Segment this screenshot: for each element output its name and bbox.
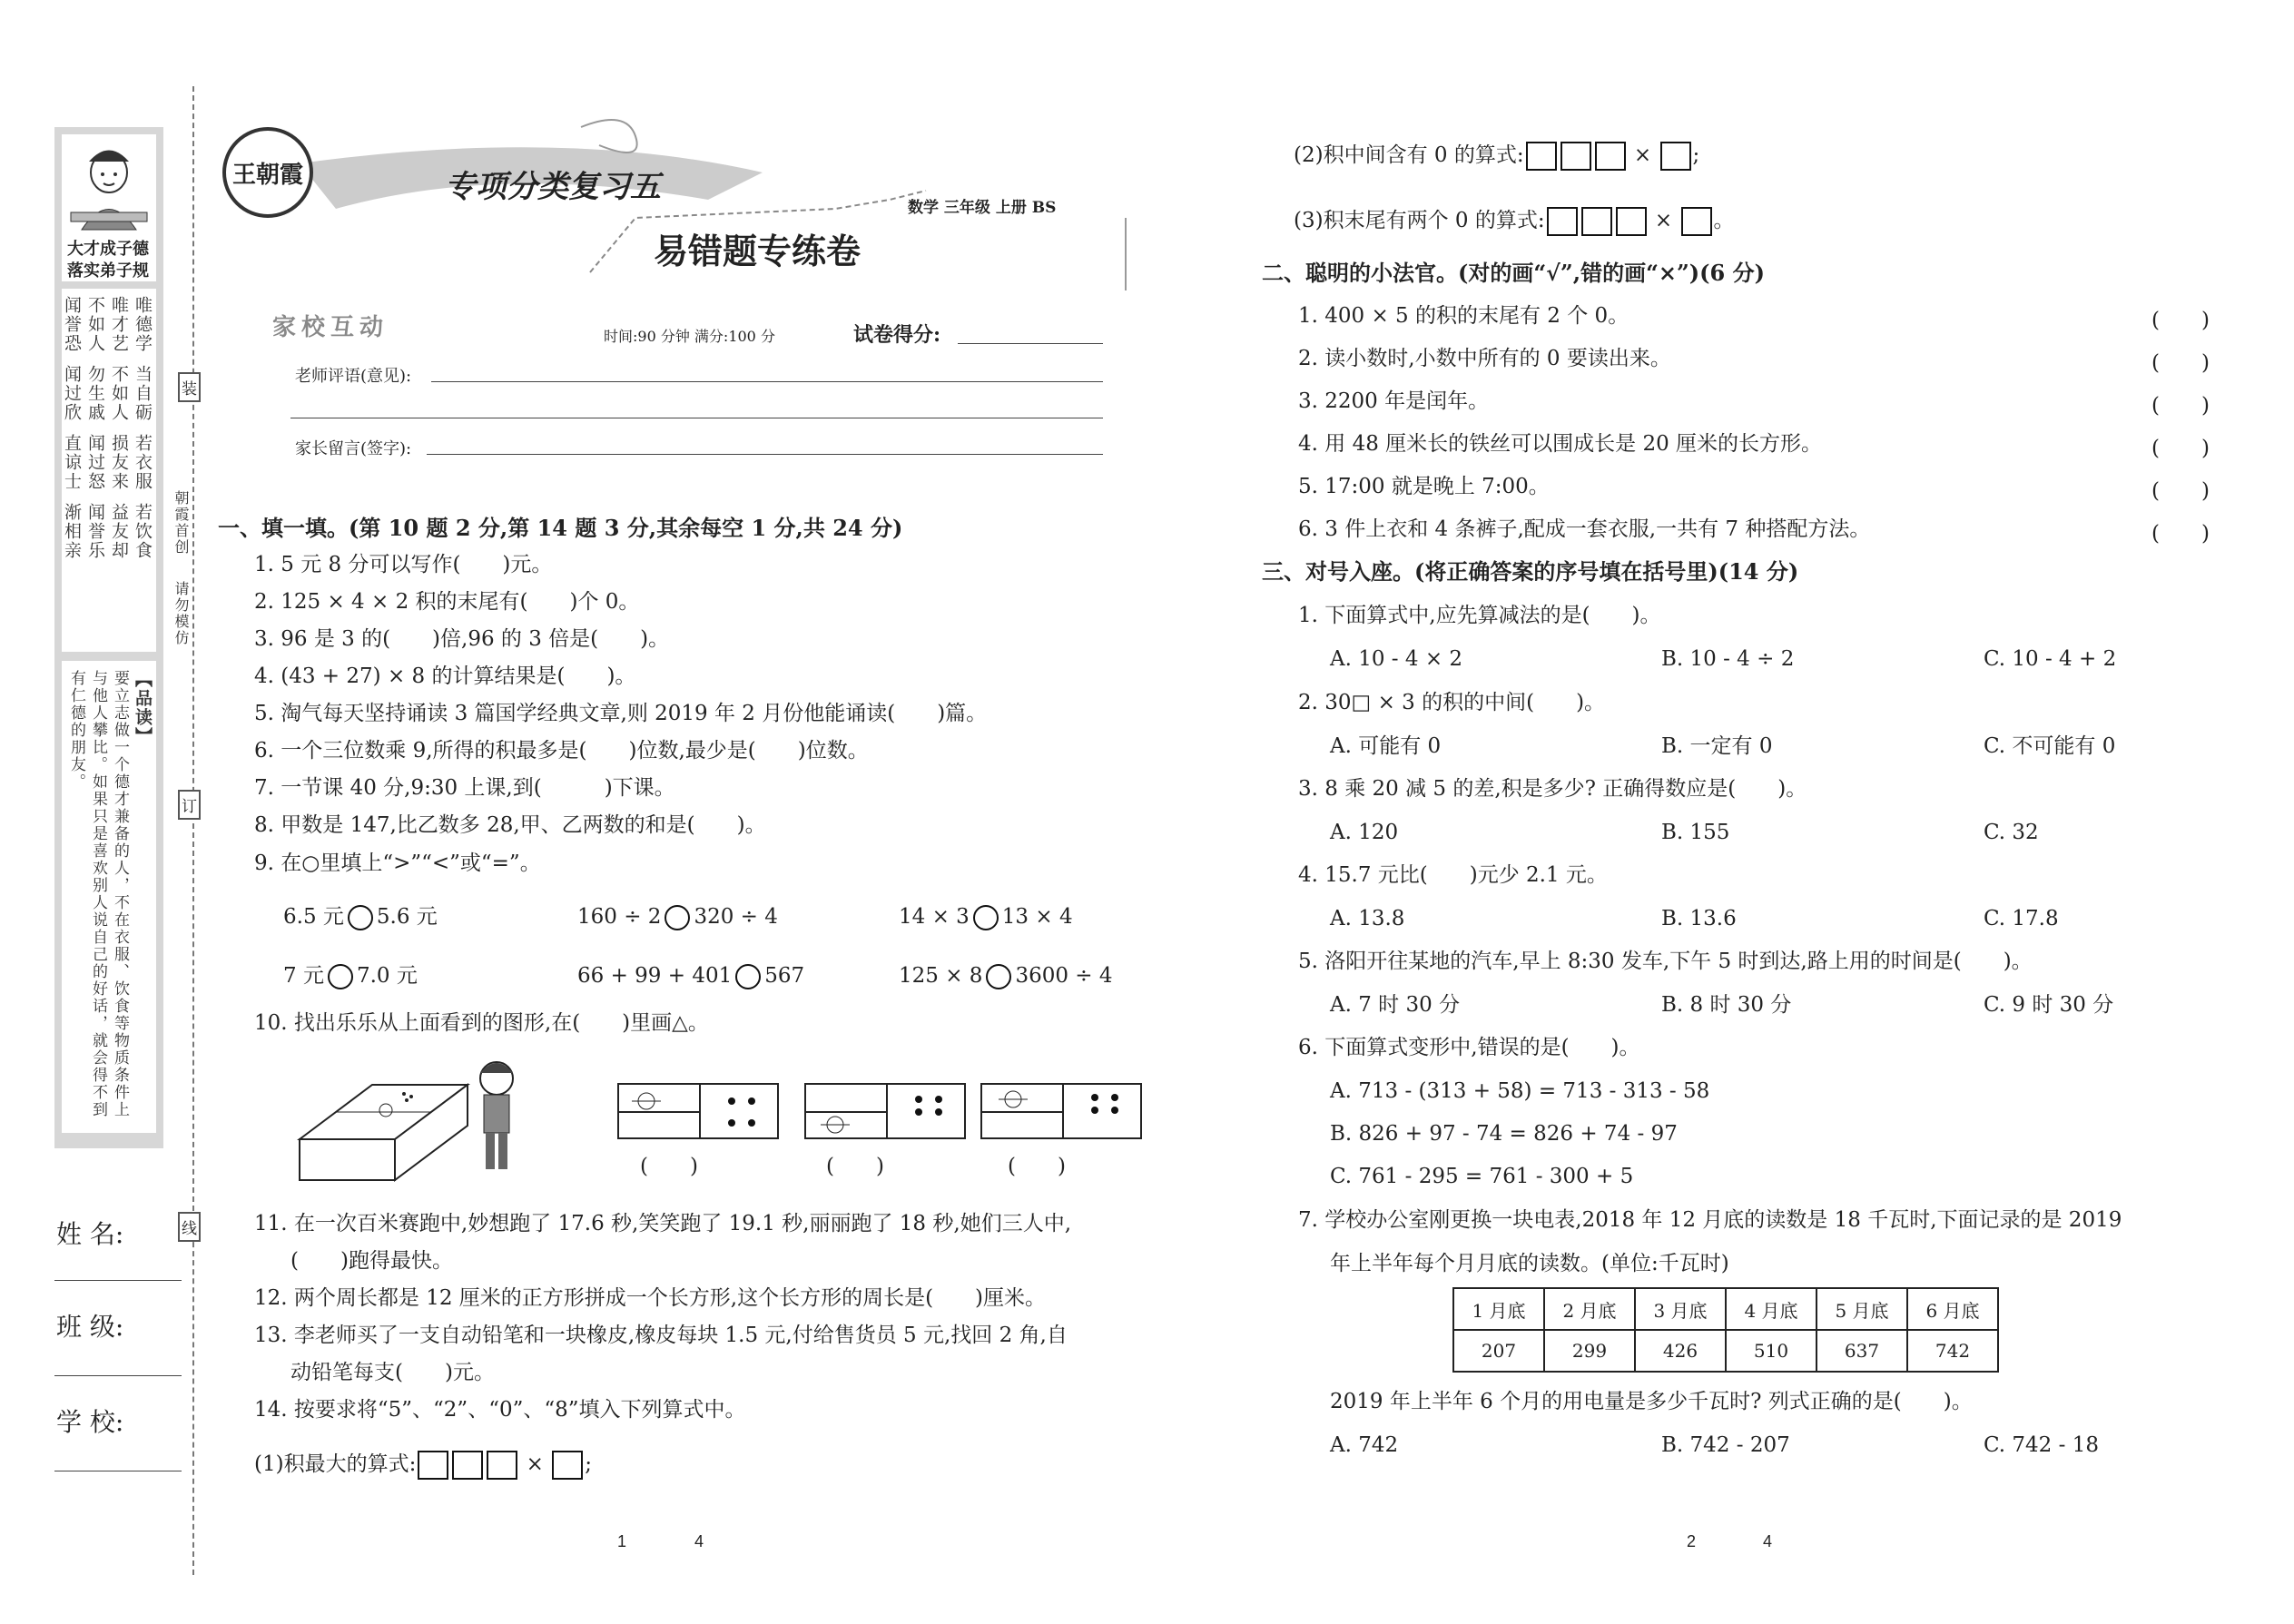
poem-col: 益友却 bbox=[109, 503, 129, 560]
poem-box bbox=[62, 289, 156, 652]
poem-col: 唯德学 bbox=[133, 296, 153, 353]
choice-question-2: 2. 30□ × 3 的积的中间( )。 bbox=[1298, 691, 1606, 714]
table-header-cell: 5 月底 bbox=[1816, 1288, 1907, 1330]
class-field[interactable] bbox=[54, 1375, 182, 1376]
question-1-13-cont: 动铅笔每支( )元。 bbox=[290, 1361, 495, 1384]
punctuation: ; bbox=[1692, 143, 1700, 167]
digit-box[interactable] bbox=[487, 1451, 517, 1480]
table-cell: 637 bbox=[1816, 1330, 1907, 1372]
answer-paren[interactable]: ( ) bbox=[2151, 479, 2210, 503]
table-cell: 426 bbox=[1635, 1330, 1726, 1372]
option-a[interactable]: A. 713 - (313 + 58) = 713 - 313 - 58 bbox=[1330, 1079, 1710, 1103]
answer-paren[interactable]: ( ) bbox=[640, 1155, 698, 1178]
digit-box[interactable] bbox=[552, 1451, 583, 1480]
compare-left: 66 + 99 + 401 bbox=[577, 964, 733, 988]
mascot-box bbox=[62, 134, 156, 281]
compare-right: 13 × 4 bbox=[1001, 905, 1073, 929]
score-field[interactable] bbox=[958, 343, 1103, 344]
option-c[interactable]: C. 10 - 4 + 2 bbox=[1984, 647, 2117, 671]
judge-item: 1. 400 × 5 的积的末尾有 2 个 0。 bbox=[1298, 304, 1629, 328]
brand-logo bbox=[222, 127, 313, 218]
compare-right: 3600 ÷ 4 bbox=[1015, 964, 1113, 988]
poem-col: 若衣服 bbox=[133, 434, 153, 491]
question-1-8: 8. 甲数是 147,比乙数多 28,甲、乙两数的和是( )。 bbox=[254, 813, 766, 837]
compare-circle[interactable] bbox=[665, 905, 690, 930]
digit-box[interactable] bbox=[418, 1451, 448, 1480]
compare-right: 5.6 元 bbox=[376, 905, 438, 929]
option-a[interactable]: A. 7 时 30 分 bbox=[1330, 993, 1461, 1017]
table-header-row bbox=[1453, 1288, 1998, 1330]
class-label: 班 级: bbox=[56, 1312, 124, 1342]
option-c[interactable]: C. 742 - 18 bbox=[1984, 1433, 2099, 1457]
compare-item bbox=[899, 963, 1113, 989]
digit-box[interactable] bbox=[1681, 207, 1712, 236]
view-option-b bbox=[804, 1083, 966, 1139]
option-c[interactable]: C. 不可能有 0 bbox=[1984, 734, 2116, 758]
cut-mark: 订 bbox=[178, 790, 201, 820]
choice-question-7: 7. 学校办公室刚更换一块电表,2018 年 12 月底的读数是 18 千瓦时,下面记录的是 2019 bbox=[1298, 1208, 2122, 1232]
answer-paren[interactable]: ( ) bbox=[2151, 309, 2210, 332]
digit-box[interactable] bbox=[1616, 207, 1647, 236]
section2-title: 二、聪明的小法官。(对的画“√”,错的画“×”)(6 分) bbox=[1262, 260, 1765, 286]
meter-reading-table bbox=[1452, 1287, 1999, 1373]
poem-col: 若饮食 bbox=[133, 503, 153, 560]
choice-question-7-ask: 2019 年上半年 6 个月的用电量是多少千瓦时? 列式正确的是( )。 bbox=[1330, 1390, 1973, 1413]
digit-box[interactable] bbox=[1547, 207, 1578, 236]
option-b[interactable]: B. 742 - 207 bbox=[1661, 1433, 1790, 1457]
table-header-cell: 6 月底 bbox=[1907, 1288, 1998, 1330]
digit-box[interactable] bbox=[1660, 142, 1691, 171]
view-option-a bbox=[617, 1083, 779, 1139]
option-b[interactable]: B. 155 bbox=[1661, 821, 1730, 844]
question-1-14: 14. 按要求将“5”、“2”、“0”、“8”填入下列算式中。 bbox=[254, 1398, 746, 1422]
series-title: 专项分类复习五 bbox=[445, 169, 661, 205]
choice-question-4: 4. 15.7 元比( )元少 2.1 元。 bbox=[1298, 863, 1608, 887]
poem-col: 勿生戚 bbox=[85, 365, 105, 422]
question-1-11-cont: ( )跑得最快。 bbox=[290, 1249, 453, 1273]
teacher-comment-label: 老师评语(意见): bbox=[295, 367, 412, 386]
question-1-14-3 bbox=[1294, 207, 1735, 236]
compare-right: 7.0 元 bbox=[356, 964, 418, 988]
option-c[interactable]: C. 761 - 295 = 761 - 300 + 5 bbox=[1330, 1165, 1634, 1188]
compare-right: 567 bbox=[764, 964, 805, 988]
home-school-badge: 家校互动 bbox=[272, 314, 389, 341]
reading-text: 要立志做一个德才兼备的人，不在衣服、饮食等物质条件上与他人攀比。如果只是喜欢别人说自己的好话，就会得不到有仁德的朋友。 bbox=[67, 670, 129, 1118]
table-cell: 742 bbox=[1907, 1330, 1998, 1372]
compare-left: 160 ÷ 2 bbox=[577, 905, 662, 929]
answer-paren[interactable]: ( ) bbox=[2151, 522, 2210, 546]
sidebar-panel bbox=[54, 127, 163, 1148]
poem-col: 闻誉恐 bbox=[62, 296, 82, 353]
option-b[interactable]: B. 一定有 0 bbox=[1661, 734, 1773, 758]
box-and-boy-illustration bbox=[295, 1053, 558, 1189]
answer-paren[interactable]: ( ) bbox=[826, 1155, 884, 1178]
question-1-14-1 bbox=[254, 1451, 592, 1480]
page-number: 2 bbox=[1687, 1532, 1697, 1550]
poem-col: 唯才艺 bbox=[109, 296, 129, 353]
compare-item bbox=[577, 963, 804, 989]
compare-item bbox=[899, 904, 1073, 930]
sub-label: (2)积中间含有 0 的算式: bbox=[1294, 143, 1524, 167]
table-header-cell: 3 月底 bbox=[1635, 1288, 1726, 1330]
cut-mark: 线 bbox=[178, 1212, 201, 1242]
option-a[interactable]: A. 10 - 4 × 2 bbox=[1330, 647, 1463, 671]
section1-title: 一、填一填。(第 10 题 2 分,第 14 题 3 分,其余每空 1 分,共 24 分) bbox=[218, 515, 903, 541]
compare-left: 125 × 8 bbox=[899, 964, 983, 988]
choice-question-3: 3. 8 乘 20 减 5 的差,积是多少? 正确得数应是( )。 bbox=[1298, 777, 1807, 801]
motto-line-1: 大才成子德 bbox=[67, 240, 149, 259]
judge-item: 5. 17:00 就是晚上 7:00。 bbox=[1298, 475, 1550, 498]
digit-box[interactable] bbox=[1561, 142, 1591, 171]
page-number: 4 bbox=[694, 1532, 704, 1550]
scholar-mascot-icon bbox=[62, 134, 156, 234]
digit-box[interactable] bbox=[1581, 207, 1612, 236]
digit-box[interactable] bbox=[1595, 142, 1626, 171]
digit-box[interactable] bbox=[1526, 142, 1557, 171]
question-1-1: 1. 5 元 8 分可以写作( )元。 bbox=[254, 553, 553, 576]
cut-mark: 装 bbox=[178, 372, 201, 402]
option-a[interactable]: A. 120 bbox=[1330, 821, 1399, 844]
answer-paren[interactable]: ( ) bbox=[2151, 351, 2210, 375]
compare-left: 14 × 3 bbox=[899, 905, 970, 929]
times-sign: × bbox=[526, 1452, 544, 1476]
section3-title: 三、对号入座。(将正确答案的序号填在括号里)(14 分) bbox=[1262, 558, 1799, 585]
poem-col: 不如人 bbox=[85, 296, 105, 353]
teacher-comment-field[interactable] bbox=[431, 381, 1103, 382]
subject-info: 数学 三年级 上册 BS bbox=[908, 199, 1057, 217]
answer-paren[interactable]: ( ) bbox=[1008, 1155, 1066, 1178]
table-header-cell: 2 月底 bbox=[1544, 1288, 1635, 1330]
option-b[interactable]: B. 826 + 97 - 74 = 826 + 74 - 97 bbox=[1330, 1122, 1678, 1146]
punctuation: ; bbox=[585, 1452, 592, 1476]
table-cell: 207 bbox=[1453, 1330, 1544, 1372]
choice-question-1: 1. 下面算式中,应先算减法的是( )。 bbox=[1298, 604, 1661, 627]
school-label: 学 校: bbox=[56, 1407, 124, 1437]
question-1-14-2 bbox=[1294, 142, 1699, 171]
name-field[interactable] bbox=[54, 1280, 182, 1281]
compare-item bbox=[283, 963, 418, 989]
option-c[interactable]: C. 9 时 30 分 bbox=[1984, 993, 2114, 1017]
question-1-11: 11. 在一次百米赛跑中,妙想跑了 17.6 秒,笑笑跑了 19.1 秒,丽丽跑了 18 秒,她们三人中, bbox=[254, 1212, 1071, 1235]
circle-line-icon bbox=[619, 1085, 699, 1137]
times-sign: × bbox=[1654, 209, 1673, 232]
option-b[interactable]: B. 10 - 4 ÷ 2 bbox=[1661, 647, 1795, 671]
judge-item: 3. 2200 年是闰年。 bbox=[1298, 389, 1490, 413]
option-a[interactable]: A. 742 bbox=[1330, 1433, 1399, 1457]
poem-col: 闻誉乐 bbox=[85, 503, 105, 560]
table-cell: 299 bbox=[1544, 1330, 1635, 1372]
sub-label: (3)积末尾有两个 0 的算式: bbox=[1294, 209, 1545, 232]
compare-item bbox=[283, 904, 438, 930]
times-sign: × bbox=[1633, 143, 1652, 167]
reading-box bbox=[62, 661, 156, 1133]
score-label: 试卷得分: bbox=[853, 323, 941, 347]
name-label: 姓 名: bbox=[56, 1219, 124, 1249]
punctuation: 。 bbox=[1713, 209, 1735, 232]
compare-circle[interactable] bbox=[973, 905, 999, 930]
option-b[interactable]: B. 8 时 30 分 bbox=[1661, 993, 1792, 1017]
circle-line-icon bbox=[806, 1085, 886, 1137]
question-1-4: 4. (43 + 27) × 8 的计算结果是( )。 bbox=[254, 664, 636, 688]
compare-circle[interactable] bbox=[348, 905, 373, 930]
table-header-cell: 4 月底 bbox=[1726, 1288, 1816, 1330]
logo-text: 王朝霞 bbox=[231, 161, 303, 189]
page-number: 1 bbox=[617, 1532, 627, 1550]
compare-circle[interactable] bbox=[328, 964, 353, 989]
parent-comment-label: 家长留言(签字): bbox=[295, 439, 412, 458]
question-1-6: 6. 一个三位数乘 9,所得的积最多是( )位数,最少是( )位数。 bbox=[254, 739, 869, 763]
poem-col: 直谅士 bbox=[62, 434, 82, 491]
poem-col: 闻过怒 bbox=[85, 434, 105, 491]
parent-comment-field[interactable] bbox=[427, 454, 1103, 455]
judge-item: 2. 读小数时,小数中所有的 0 要读出来。 bbox=[1298, 347, 1671, 370]
binding-cut-line bbox=[192, 86, 194, 1575]
choice-question-7-cont: 年上半年每个月月底的读数。(单位:千瓦时) bbox=[1330, 1252, 1729, 1275]
question-1-2: 2. 125 × 4 × 2 积的末尾有( )个 0。 bbox=[254, 590, 640, 614]
table-cell: 510 bbox=[1726, 1330, 1816, 1372]
compare-item bbox=[577, 904, 778, 930]
digit-box[interactable] bbox=[452, 1451, 483, 1480]
choice-question-5: 5. 洛阳开往某地的汽车,早上 8:30 发车,下午 5 时到达,路上用的时间是( )。 bbox=[1298, 950, 2033, 973]
answer-paren[interactable]: ( ) bbox=[2151, 437, 2210, 460]
question-1-7: 7. 一节课 40 分,9:30 上课,到( )下课。 bbox=[254, 776, 675, 800]
poem-col: 不如人 bbox=[109, 365, 129, 422]
judge-item: 4. 用 48 厘米长的铁丝可以围成长是 20 厘米的长方形。 bbox=[1298, 432, 1823, 456]
answer-paren[interactable]: ( ) bbox=[2151, 394, 2210, 418]
sub-label: (1)积最大的算式: bbox=[254, 1452, 417, 1476]
compare-left: 7 元 bbox=[283, 964, 324, 988]
question-1-12: 12. 两个周长都是 12 厘米的正方形拼成一个长方形,这个长方形的周长是( )厘米。 bbox=[254, 1286, 1047, 1310]
option-b[interactable]: B. 13.6 bbox=[1661, 907, 1737, 930]
question-1-3: 3. 96 是 3 的( )倍,96 的 3 倍是( )。 bbox=[254, 627, 670, 651]
motto-line-2: 落实弟子规 bbox=[67, 261, 149, 281]
page-title: 易错题专练卷 bbox=[654, 231, 861, 271]
side-note: 朝霞首创 bbox=[172, 490, 190, 556]
poem-col: 闻过欣 bbox=[62, 365, 82, 422]
view-option-c bbox=[980, 1083, 1142, 1139]
question-1-5: 5. 淘气每天坚持诵读 3 篇国学经典文章,则 2019 年 2 月份他能诵读( )篇。 bbox=[254, 702, 988, 725]
compare-circle[interactable] bbox=[735, 964, 761, 989]
option-c[interactable]: C. 17.8 bbox=[1984, 907, 2059, 930]
compare-left: 6.5 元 bbox=[283, 905, 344, 929]
side-note: 请勿模仿 bbox=[172, 581, 190, 646]
question-1-10: 10. 找出乐乐从上面看到的图形,在( )里画△。 bbox=[254, 1011, 709, 1035]
option-a[interactable]: A. 可能有 0 bbox=[1330, 734, 1442, 758]
table-header-cell: 1 月底 bbox=[1453, 1288, 1544, 1330]
poem-col: 损友来 bbox=[109, 434, 129, 491]
table-row bbox=[1453, 1330, 1998, 1372]
question-1-9: 9. 在○里填上“>”“<”或“=”。 bbox=[254, 851, 541, 875]
question-1-13: 13. 李老师买了一支自动铅笔和一块橡皮,橡皮每块 1.5 元,付给售货员 5 元,找回 2 角,自 bbox=[254, 1324, 1068, 1347]
poem-col: 当自砺 bbox=[133, 365, 153, 422]
poem-col: 渐相亲 bbox=[62, 503, 82, 560]
reading-title: 【品读】 bbox=[133, 670, 153, 746]
compare-circle[interactable] bbox=[986, 964, 1011, 989]
page-number: 4 bbox=[1763, 1532, 1773, 1550]
option-a[interactable]: A. 13.8 bbox=[1330, 907, 1405, 930]
exam-info: 时间:90 分钟 满分:100 分 bbox=[604, 328, 775, 345]
judge-item: 6. 3 件上衣和 4 条裤子,配成一套衣服,一共有 7 种搭配方法。 bbox=[1298, 517, 1871, 541]
compare-right: 320 ÷ 4 bbox=[694, 905, 778, 929]
choice-question-6: 6. 下面算式变形中,错误的是( )。 bbox=[1298, 1036, 1640, 1059]
circle-line-icon bbox=[982, 1085, 1062, 1137]
option-c[interactable]: C. 32 bbox=[1984, 821, 2039, 844]
